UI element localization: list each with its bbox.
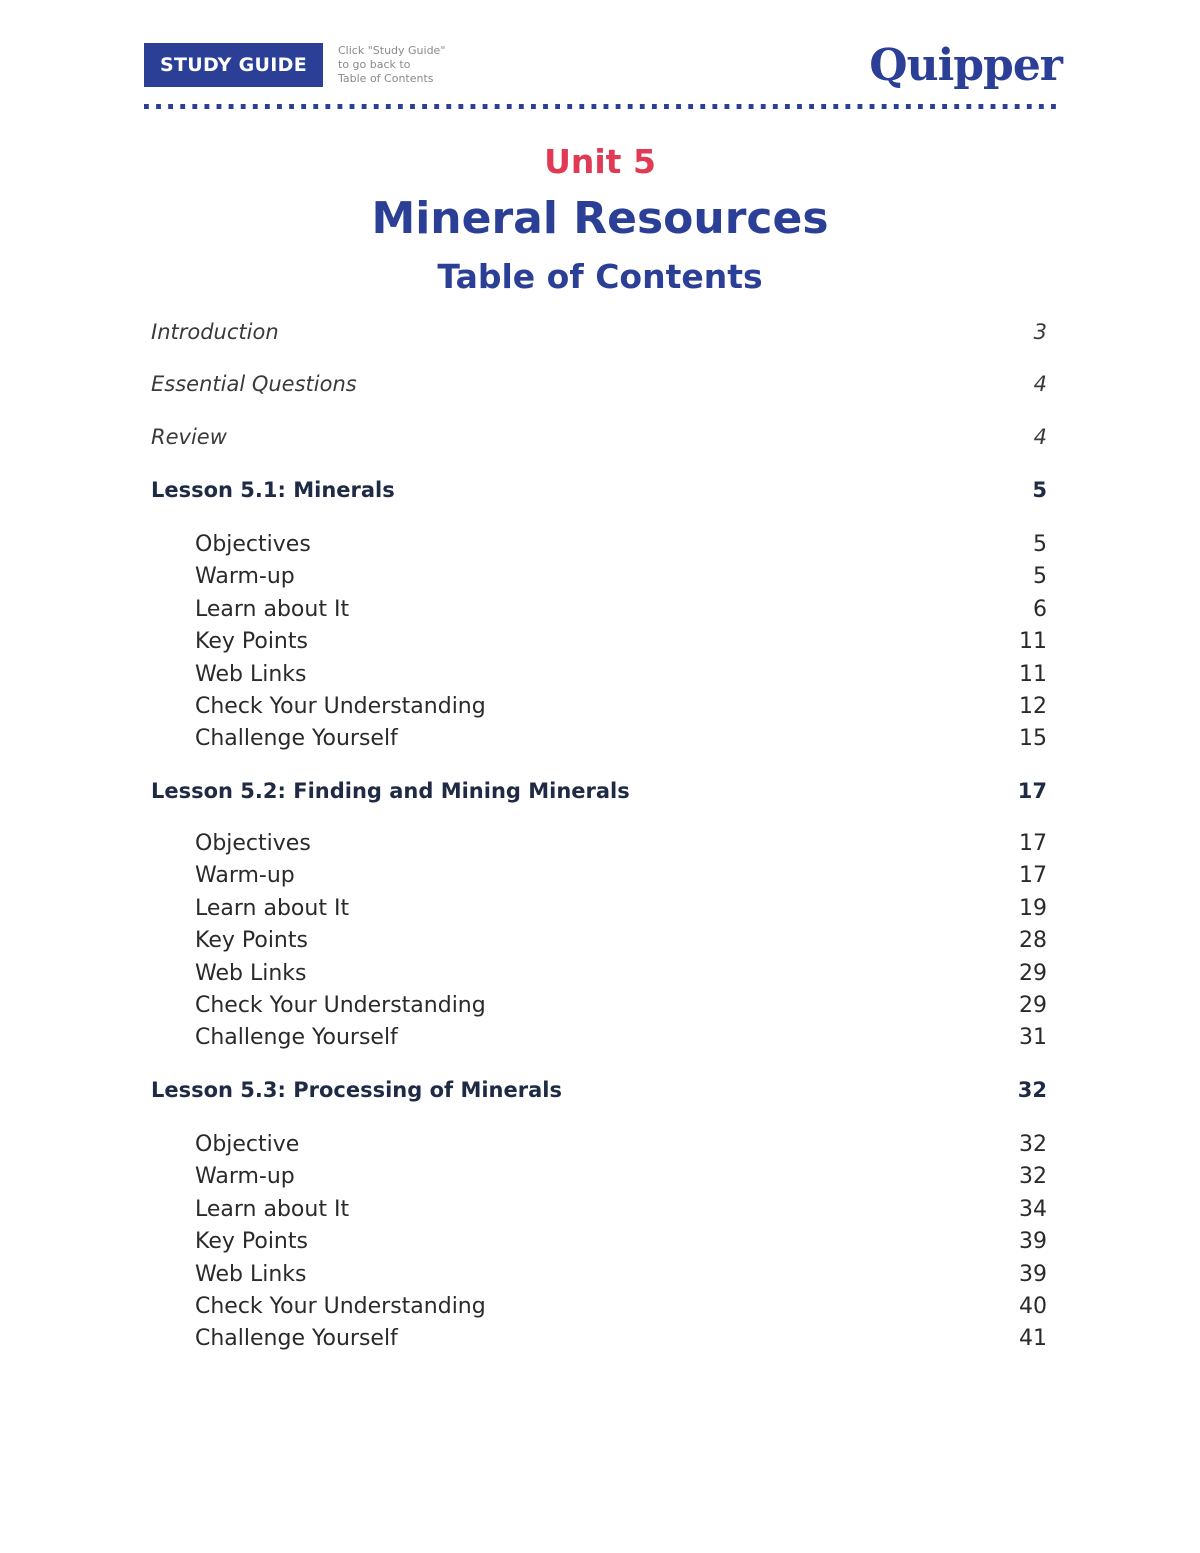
toc-subentry[interactable] bbox=[195, 594, 1047, 624]
toc-subentry[interactable] bbox=[195, 925, 1047, 955]
toc-entry-page: 11 bbox=[1019, 628, 1047, 654]
toc-entry-page: 5 bbox=[1032, 478, 1047, 502]
toc-entry-page: 12 bbox=[1019, 693, 1047, 719]
toc-entry-label: Warm-up bbox=[195, 563, 295, 589]
toc-entry-label: Lesson 5.1: Minerals bbox=[151, 478, 395, 502]
toc-entry-page: 17 bbox=[1019, 862, 1047, 888]
toc-entry-page: 4 bbox=[1033, 425, 1047, 449]
study-guide-button[interactable]: STUDY GUIDE bbox=[144, 43, 323, 87]
toc-lesson[interactable] bbox=[151, 1075, 1047, 1105]
toc-subentry[interactable] bbox=[195, 659, 1047, 689]
toc-subentry[interactable] bbox=[195, 529, 1047, 559]
toc-entry-page: 28 bbox=[1019, 927, 1047, 953]
toc-subentry[interactable] bbox=[195, 893, 1047, 923]
toc-entry-page: 5 bbox=[1033, 531, 1047, 557]
toc-subentry[interactable] bbox=[195, 1259, 1047, 1289]
toc-entry-label: Review bbox=[151, 425, 227, 449]
toc-entry-page: 39 bbox=[1019, 1228, 1047, 1254]
hint-line: Click "Study Guide" bbox=[338, 44, 446, 57]
toc-entry-page: 29 bbox=[1019, 992, 1047, 1018]
toc-lesson[interactable] bbox=[151, 475, 1047, 505]
toc-entry-label: Learn about It bbox=[195, 1196, 350, 1222]
toc-entry-page: 32 bbox=[1017, 1078, 1047, 1102]
toc-entry-label: Warm-up bbox=[195, 1163, 295, 1189]
toc-lesson[interactable] bbox=[151, 776, 1047, 806]
toc-subentry[interactable] bbox=[195, 561, 1047, 591]
toc-heading: Table of Contents bbox=[437, 257, 763, 296]
toc-subentry[interactable] bbox=[195, 1161, 1047, 1191]
toc-entry-page: 29 bbox=[1019, 960, 1047, 986]
quipper-logo: Quipper bbox=[869, 40, 1062, 91]
toc-entry-label: Web Links bbox=[195, 661, 307, 687]
toc-entry-label: Key Points bbox=[195, 1228, 308, 1254]
toc-entry-page: 15 bbox=[1019, 725, 1047, 751]
toc-subentry[interactable] bbox=[195, 828, 1047, 858]
toc-entry-label: Objective bbox=[195, 1131, 300, 1157]
toc-entry-label: Challenge Yourself bbox=[195, 1325, 398, 1351]
unit-label: Unit 5 bbox=[544, 142, 656, 181]
toc-entry-page: 6 bbox=[1033, 596, 1047, 622]
toc-entry-page: 31 bbox=[1019, 1024, 1047, 1050]
toc-entry-label: Key Points bbox=[195, 927, 308, 953]
toc-entry-label: Learn about It bbox=[195, 895, 350, 921]
hint-line: to go back to bbox=[338, 58, 411, 71]
toc-subentry[interactable] bbox=[195, 1022, 1047, 1052]
toc-subentry[interactable] bbox=[195, 1129, 1047, 1159]
toc-subentry[interactable] bbox=[195, 958, 1047, 988]
toc-entry-page: 32 bbox=[1019, 1131, 1047, 1157]
toc-subentry[interactable] bbox=[195, 990, 1047, 1020]
toc-entry-page: 41 bbox=[1019, 1325, 1047, 1351]
toc-subentry[interactable] bbox=[195, 723, 1047, 753]
toc-entry-label: Lesson 5.3: Processing of Minerals bbox=[151, 1078, 562, 1102]
toc-entry-label: Web Links bbox=[195, 960, 307, 986]
toc-entry-label: Learn about It bbox=[195, 596, 350, 622]
toc-subentry[interactable] bbox=[195, 1226, 1047, 1256]
toc-entry-label: Essential Questions bbox=[151, 372, 357, 396]
hint-line: Table of Contents bbox=[338, 72, 434, 85]
page-title: Mineral Resources bbox=[371, 193, 829, 244]
toc-entry-page: 3 bbox=[1033, 320, 1047, 344]
toc-subentry[interactable] bbox=[195, 1323, 1047, 1353]
toc-entry-page: 17 bbox=[1017, 779, 1047, 803]
toc-entry-label: Lesson 5.2: Finding and Mining Minerals bbox=[151, 779, 630, 803]
toc-subentry[interactable] bbox=[195, 691, 1047, 721]
toc-subentry[interactable] bbox=[195, 1194, 1047, 1224]
toc-entry-page: 17 bbox=[1019, 830, 1047, 856]
toc-entry-label: Warm-up bbox=[195, 862, 295, 888]
toc-entry-label: Introduction bbox=[151, 320, 279, 344]
toc-entry-page: 11 bbox=[1019, 661, 1047, 687]
toc-entry[interactable] bbox=[151, 369, 1047, 399]
toc-subentry[interactable] bbox=[195, 860, 1047, 890]
toc-entry-label: Check Your Understanding bbox=[195, 992, 486, 1018]
toc-entry[interactable] bbox=[151, 317, 1047, 347]
toc-entry-page: 5 bbox=[1033, 563, 1047, 589]
toc-entry-label: Objectives bbox=[195, 531, 311, 557]
toc-entry[interactable] bbox=[151, 422, 1047, 452]
toc-subentry[interactable] bbox=[195, 1291, 1047, 1321]
toc-entry-page: 34 bbox=[1019, 1196, 1047, 1222]
study-guide-hint bbox=[338, 44, 478, 86]
toc-entry-label: Challenge Yourself bbox=[195, 725, 398, 751]
toc-entry-page: 32 bbox=[1019, 1163, 1047, 1189]
toc-entry-page: 40 bbox=[1019, 1293, 1047, 1319]
toc-entry-page: 19 bbox=[1019, 895, 1047, 921]
toc-subentry[interactable] bbox=[195, 626, 1047, 656]
toc-entry-label: Web Links bbox=[195, 1261, 307, 1287]
toc-entry-label: Key Points bbox=[195, 628, 308, 654]
toc-entry-page: 39 bbox=[1019, 1261, 1047, 1287]
header-divider bbox=[144, 104, 1062, 109]
toc-entry-label: Objectives bbox=[195, 830, 311, 856]
toc-entry-label: Check Your Understanding bbox=[195, 693, 486, 719]
toc-entry-label: Check Your Understanding bbox=[195, 1293, 486, 1319]
toc-entry-page: 4 bbox=[1033, 372, 1047, 396]
toc-entry-label: Challenge Yourself bbox=[195, 1024, 398, 1050]
